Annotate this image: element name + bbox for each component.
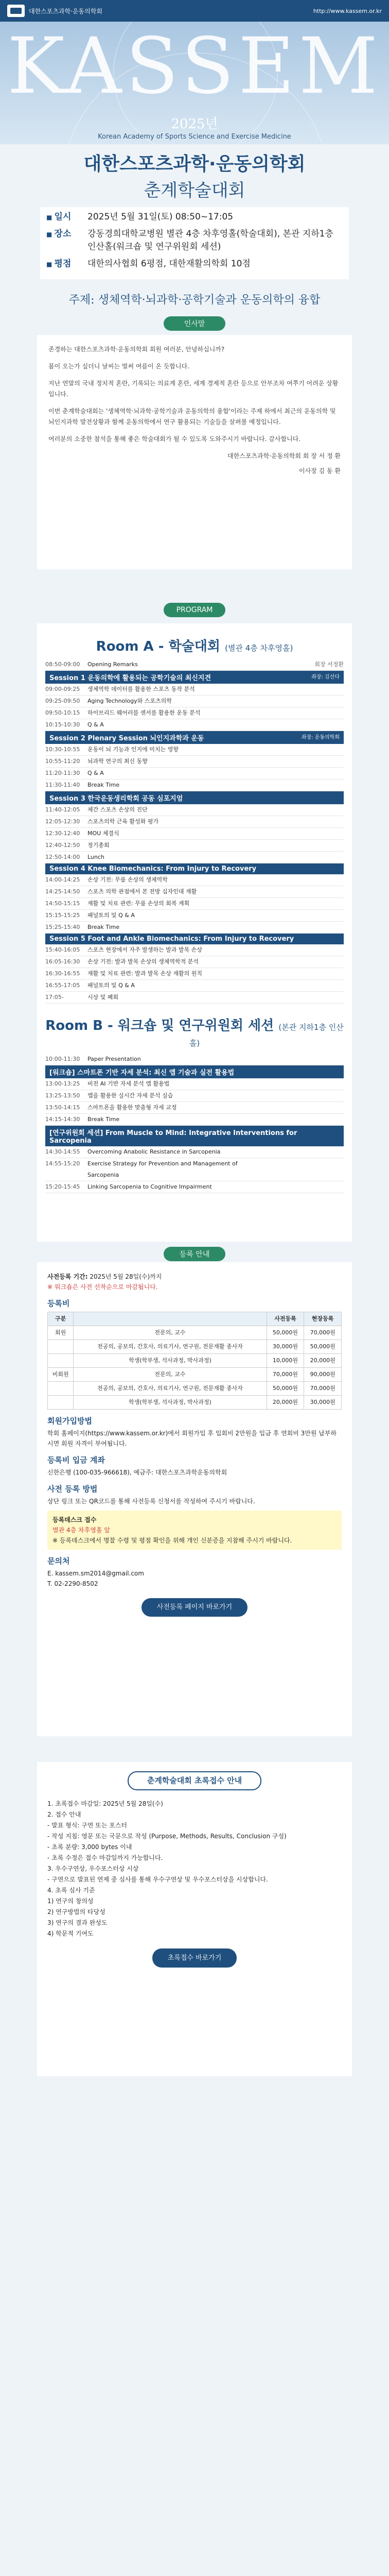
fee-table: 구분 사전등록 현장등록 회원 전문의, 교수 50,000원 70,000원 전공의, 공보의, 간호사, 의료기사, 연구원, 전문재활 종사자 30,000원 50,000원 학생(학부생, 석사과정, 박사과정) 10,000원 20,000원 비회원 전문의, 교수 70,000원 90,000원 전공의, 공보의, 간호사, 의료기사, 연구원, 전문재활 종사자 50,000원 70,000원 학생(학부생, 석사과정, 박사과정) 20,000원 30,000원: [47, 1312, 342, 1410]
schedule-row: 10:30-10:55 운동이 뇌 기능과 인지에 미치는 영향: [45, 744, 344, 756]
greeting-paragraph: 여러분의 소중한 참석을 통해 좋은 학술대회가 될 수 있도록 도와주시기 바랍니다. 감사합니다.: [48, 435, 301, 443]
schedule-row: 08:50-09:00 Opening Remarks 회장 서정환: [45, 659, 344, 671]
abstract-item: 1) 연구의 창의성: [47, 1897, 94, 1905]
contact-title: 문의처: [47, 1556, 70, 1566]
fee-row: 전공의, 공보의, 간호사, 의료기사, 연구원, 전문재활 종사자 30,000원 50,000원: [48, 1340, 342, 1354]
abstract-item: 3) 연구의 결과 완성도: [47, 1919, 108, 1926]
abstract-header: 춘계학술대회 초록접수 안내: [128, 1771, 261, 1790]
schedule-row: 16:55-17:05 패널토의 및 Q & A: [45, 980, 344, 992]
schedule-row: 11:30-11:40 Break Time: [45, 779, 344, 791]
fee-row: 학생(학부생, 석사과정, 박사과정) 20,000원 30,000원: [48, 1396, 342, 1410]
schedule-row: 11:20-11:30 Q & A: [45, 768, 344, 779]
contact-tel: T. 02-2290-8502: [47, 1580, 98, 1587]
room-a-title: Room A - 학술대회 (별관 4층 차후영홀): [96, 639, 293, 654]
schedule-row: 10:15-10:30 Q & A: [45, 719, 344, 731]
bank-title: 등록비 입금 계좌: [47, 1455, 105, 1465]
pre-registration-button[interactable]: 사전등록 페이지 바로가기: [142, 1598, 247, 1617]
hero-year: 2025년: [171, 116, 218, 132]
greeting-paragraph: 봄이 오는가 싶더니 날씨는 벌써 여름이 온 듯합니다.: [48, 363, 189, 370]
fee-title: 등록비: [47, 1299, 70, 1308]
hero-wordmark: KASSEM: [7, 22, 382, 111]
signature-president: 대한스포츠과학·운동의학회 회 장 서 정 환: [227, 452, 341, 460]
schedule-row: 10:00-11:30 Paper Presentation: [45, 1054, 344, 1065]
schedule-row: 17:05- 시상 및 폐회: [45, 992, 344, 1004]
schedule-row: 13:25-13:50 앱을 활용한 실시간 자세 분석 실습: [45, 1090, 344, 1102]
greeting-box: [37, 335, 352, 569]
session-header: [연구위원회 세션] From Muscle to Mind: Integrative Interventions for Sarcopenia: [45, 1126, 344, 1146]
event-title: 대한스포츠과학·운동의학회: [83, 154, 306, 175]
schedule-row: 14:55-15:20 Exercise Strategy for Prevention and Management of Sarcopenia: [45, 1158, 344, 1181]
abstract-item: 2) 연구방법의 타당성: [47, 1908, 105, 1916]
abstract-item: 3. 우수구연상, 우수포스터상 시상: [47, 1865, 139, 1872]
top-bar: [0, 0, 389, 22]
abstract-box: [37, 1762, 352, 2076]
kassem-logo-icon: [7, 5, 25, 17]
info-row-date: ■ 일시 2025년 5월 31일(토) 08:50~17:05: [40, 207, 349, 224]
schedule-row: 14:00-14:25 손상 기전: 무릎 손상의 생체역학: [45, 874, 344, 886]
room-b-schedule: [45, 1054, 344, 1193]
deadline-line: 사전등록 기간: 2025년 5월 28일(수)까지: [47, 1273, 162, 1280]
schedule-row: 13:50-14:15 스마트폰을 활용한 맞춤형 자세 교정: [45, 1102, 344, 1114]
fee-row: 비회원 전문의, 교수 70,000원 90,000원: [48, 1368, 342, 1382]
info-row-credit: ■ 평점 대한의사협회 6평점, 대한재활의학회 10점: [40, 254, 349, 271]
greeting-paragraph: 이번 춘계학술대회는 '생체역학·뇌과학·공학기술과 운동의학의 융합'이라는 주제 하에서 최근의 운동의학 및 뇌인지과학 발전상황과 함께 운동의학에서 연구 활용되는 기술들을 살펴볼 예정입니다.: [48, 408, 336, 426]
proof-title: 사전 등록 방법: [47, 1484, 98, 1494]
program-box: [37, 623, 352, 1242]
schedule-row: 10:55-11:20 뇌과학 연구의 최신 동향: [45, 756, 344, 768]
fee-row: 회원 전문의, 교수 50,000원 70,000원: [48, 1326, 342, 1340]
room-b-title: Room B - 워크숍 및 연구위원회 세션 (본관 지하1층 인산홀): [45, 1018, 344, 1048]
membership-text: 학회 홈페이지(https://www.kassem.or.kr)에서 회원가입 후 입회비 2만원을 입금 후 연회비 3만원 납부하시면 회원 자격이 부여됩니다.: [47, 1430, 337, 1447]
event-theme: 주제: 생체역학·뇌과학·공학기술과 운동의학의 융합: [68, 294, 321, 307]
contact-email: E. kassem.sm2014@gmail.com: [47, 1570, 144, 1577]
schedule-row: 09:50-10:15 하이브리드 웨어러블 센서를 활용한 운동 분석: [45, 707, 344, 719]
schedule-row: 12:30-12:40 MOU 체결식: [45, 828, 344, 840]
abstract-list: [47, 1799, 342, 1939]
room-a-schedule: [45, 659, 344, 1004]
schedule-row: 14:50-15:15 재활 및 치료 관련: 무릎 손상의 회복 계획: [45, 898, 344, 910]
session-header: Session 3 한국운동생리학회 공동 심포지엄: [45, 791, 344, 804]
bank-text: 신한은행 (100-035-966618), 예금주: 대한스포츠과학운동의학회: [47, 1469, 227, 1476]
schedule-row: 16:30-16:55 재활 및 치료 관련: 발과 발목 손상 재활의 원칙: [45, 968, 344, 980]
greeting-paragraph: 존경하는 대한스포츠과학·운동의학회 회원 여러분, 안녕하십니까?: [48, 346, 225, 353]
site-url-link[interactable]: http://www.kassem.or.kr: [313, 7, 382, 14]
event-info-box: [40, 207, 349, 279]
info-row-venue: ■ 장소 강동경희대학교병원 별관 4층 차후영홀(학술대회), 본관 지하1층 인산홀(워크숍 및 연구위원회 세션): [40, 224, 349, 254]
fee-row: 전공의, 공보의, 간호사, 의료기사, 연구원, 전문재활 종사자 50,000원 70,000원: [48, 1382, 342, 1396]
hero-english-name: Korean Academy of Sports Science and Exercise Medicine: [98, 133, 291, 141]
signature-chair: 이사장 김 동 환: [299, 467, 341, 474]
hero-banner: [0, 22, 389, 144]
schedule-row: 11:40-12:05 체간 스포츠 손상의 진단: [45, 804, 344, 816]
schedule-row: 12:50-14:00 Lunch: [45, 852, 344, 863]
greeting-header: 인사말: [164, 316, 225, 331]
schedule-row: 14:15-14:30 Break Time: [45, 1114, 344, 1126]
schedule-row: 14:25-14:50 스포츠 의학 관점에서 본 전방 십자인대 재활: [45, 886, 344, 898]
abstract-item: 4. 초록 심사 기준: [47, 1887, 95, 1894]
abstract-item: - 작성 지침: 영문 또는 국문으로 작성 (Purpose, Methods, Results, Conclusion 구성): [47, 1833, 287, 1840]
membership-title: 회원가입방법: [47, 1416, 92, 1426]
event-subtitle: 춘계학술대회: [144, 180, 245, 201]
greeting-paragraph: 지난 연말의 국내 정치적 혼란, 기록되는 의료계 혼란, 세계 경제적 혼란 등으로 안부조차 여쭈기 어려운 상황입니다.: [48, 380, 339, 398]
schedule-row: 09:00-09:25 생체역학 데이터를 활용한 스포츠 동작 분석: [45, 684, 344, 696]
abstract-item: - 초록 수정은 접수 마감일까지 가능합니다.: [47, 1854, 163, 1861]
schedule-row: 09:25-09:50 Aging Technology와 스포츠의학: [45, 696, 344, 707]
schedule-row: 13:00-13:25 비전 AI 기반 자세 분석 앱 활용법: [45, 1078, 344, 1090]
session-header: Session 1 운동의학에 활용되는 공학기술의 최신지견 좌장: 김선다: [45, 671, 344, 684]
schedule-row: 15:15-15:25 패널토의 및 Q & A: [45, 910, 344, 922]
abstract-item: - 구연으로 발표된 연제 중 심사를 통해 우수구연상 및 우수포스터상을 시상합니다.: [47, 1876, 268, 1883]
session-header: Session 4 Knee Biomechanics: From Injury to Recovery: [45, 863, 344, 874]
abstract-item: 4) 학문적 기여도: [47, 1930, 94, 1937]
org-name: 대한스포츠과학·운동의학회: [29, 7, 102, 15]
proof-text: 상단 링크 또는 QR코드를 통해 사전등록 신청서를 작성하여 주시기 바랍니다.: [47, 1498, 255, 1505]
schedule-row: 15:20-15:45 Linking Sarcopenia to Cognitive Impairment: [45, 1181, 344, 1193]
fee-row: 학생(학부생, 석사과정, 박사과정) 10,000원 20,000원: [48, 1354, 342, 1368]
abstract-submit-button[interactable]: 초록접수 바로가기: [152, 1948, 237, 1968]
schedule-row: 16:05-16:30 손상 기전: 발과 발목 손상의 생체역학적 분석: [45, 956, 344, 968]
session-header: Session 2 Plenary Session 뇌인지과학과 운동 좌장: 운동의학회: [45, 731, 344, 744]
notice-box: 등록데스크 접수 별관 4층 차후영홀 앞 ※ 등록데스크에서 명찰 수령 및 평점 확인을 위해 개인 신분증을 지참해 주시기 바랍니다.: [47, 1511, 342, 1550]
registration-header: 등록 안내: [164, 1247, 225, 1261]
schedule-row: 14:30-14:55 Overcoming Anabolic Resistance in Sarcopenia: [45, 1146, 344, 1158]
deadline-note: ※ 워크숍은 사전 선착순으로 마감됩니다.: [47, 1283, 158, 1291]
schedule-row: 12:05-12:30 스포츠의학 근육 활성화 평가: [45, 816, 344, 828]
session-header: Session 5 Foot and Ankle Biomechanics: From Injury to Recovery: [45, 934, 344, 944]
program-header: PROGRAM: [164, 603, 225, 617]
abstract-item: 2. 접수 안내: [47, 1811, 81, 1818]
schedule-row: 12:40-12:50 정기총회: [45, 840, 344, 852]
abstract-item: 1. 초록접수 마감일: 2025년 5월 28일(수): [47, 1800, 163, 1807]
registration-box: [37, 1262, 352, 1736]
abstract-item: - 초록 분량: 3,000 bytes 이내: [47, 1843, 132, 1851]
schedule-row: 15:25-15:40 Break Time: [45, 922, 344, 934]
abstract-item: - 발표 형식: 구연 또는 포스터: [47, 1822, 127, 1829]
schedule-row: 15:40-16:05 스포츠 현장에서 자주 발생하는 발과 발목 손상: [45, 944, 344, 956]
session-header: [워크숍] 스마트폰 기반 자세 분석: 최신 앱 기술과 실전 활용법: [45, 1065, 344, 1078]
